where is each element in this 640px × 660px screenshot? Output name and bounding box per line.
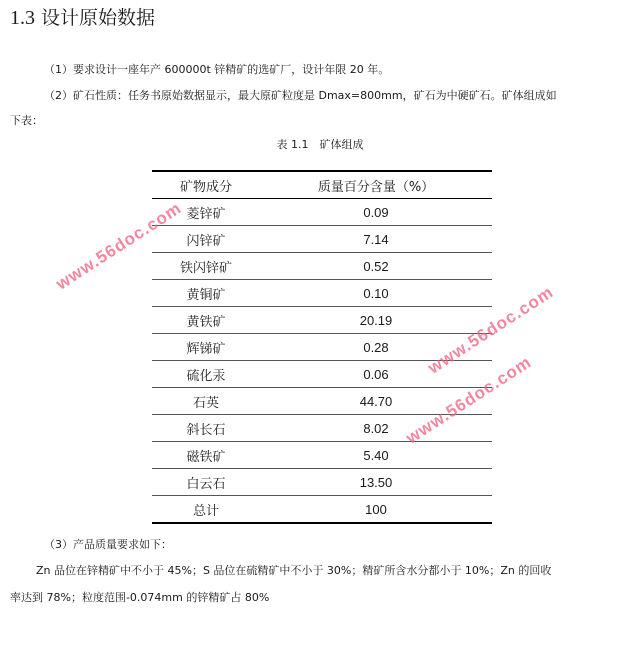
- mineral-name: 黄铜矿: [186, 287, 226, 303]
- table-row: [152, 469, 492, 496]
- table-row: [152, 253, 492, 280]
- table-row: [152, 199, 492, 226]
- section-number: 1.3: [10, 7, 35, 29]
- mass-percent-value: 13.50: [359, 474, 393, 490]
- header-mass-percent: 质量百分含量（%）: [317, 179, 435, 195]
- table-caption: 表 1.1 矿体组成: [276, 138, 364, 151]
- mass-percent-value: 44.70: [359, 393, 393, 409]
- paragraph-2-line-1: （2）矿石性质：任务书原始数据显示，最大原矿粒度是 Dmax=800mm，矿石为中硬矿石。矿体组成如: [44, 89, 557, 102]
- mass-percent-value: 7.14: [363, 231, 389, 247]
- paragraph-4-line-1: Zn 品位在锌精矿中不小于 45%；S 品位在硫精矿中不小于 30%；精矿所含水分都小于 10%；Zn 的回收: [36, 564, 552, 577]
- section-title: 设计原始数据: [41, 7, 156, 29]
- mineral-name: 菱锌矿: [186, 206, 226, 222]
- table-row: [152, 442, 492, 469]
- mass-percent-value: 0.10: [363, 285, 389, 301]
- mineral-name: 石英: [192, 395, 219, 411]
- mineral-name: 硫化汞: [186, 368, 226, 384]
- header-mineral: 矿物成分: [179, 179, 232, 195]
- watermark: www.56doc.com: [424, 282, 557, 378]
- mass-percent-value: 0.52: [363, 258, 389, 274]
- mineral-name: 辉锑矿: [186, 341, 226, 357]
- paragraph-4-line-2: 率达到 78%；粒度范围-0.074mm 的锌精矿占 80%: [10, 591, 270, 604]
- mineral-name: 磁铁矿: [186, 449, 226, 465]
- table-header-row: [152, 171, 492, 199]
- mineral-name: 闪锌矿: [186, 233, 226, 249]
- mineral-name: 白云石: [186, 476, 226, 492]
- ore-composition-table: [152, 170, 492, 524]
- mass-percent-value: 20.19: [359, 312, 393, 328]
- mass-percent-value: 0.09: [363, 204, 389, 220]
- mass-percent-value: 8.02: [363, 420, 389, 436]
- paragraph-2-line-2: 下表：: [10, 114, 43, 127]
- mineral-name: 黄铁矿: [186, 314, 226, 330]
- mineral-name: 斜长石: [186, 422, 226, 438]
- watermark: www.56doc.com: [52, 198, 185, 294]
- table-row: [152, 307, 492, 334]
- mass-percent-value: 0.06: [363, 366, 389, 382]
- mineral-name: 总计: [192, 503, 219, 519]
- mass-percent-value: 100: [365, 501, 387, 517]
- paragraph-3: （3）产品质量要求如下：: [44, 538, 172, 551]
- watermark: www.56doc.com: [402, 352, 535, 448]
- table-row: [152, 226, 492, 253]
- table-row: [152, 496, 492, 524]
- mass-percent-value: 0.28: [363, 339, 389, 355]
- paragraph-1: （1）要求设计一座年产 600000t 锌精矿的选矿厂，设计年限 20 年。: [44, 63, 390, 76]
- mass-percent-value: 5.40: [363, 447, 389, 463]
- table-row: [152, 280, 492, 307]
- section-heading: [10, 4, 155, 32]
- mineral-name: 铁闪锌矿: [179, 260, 232, 276]
